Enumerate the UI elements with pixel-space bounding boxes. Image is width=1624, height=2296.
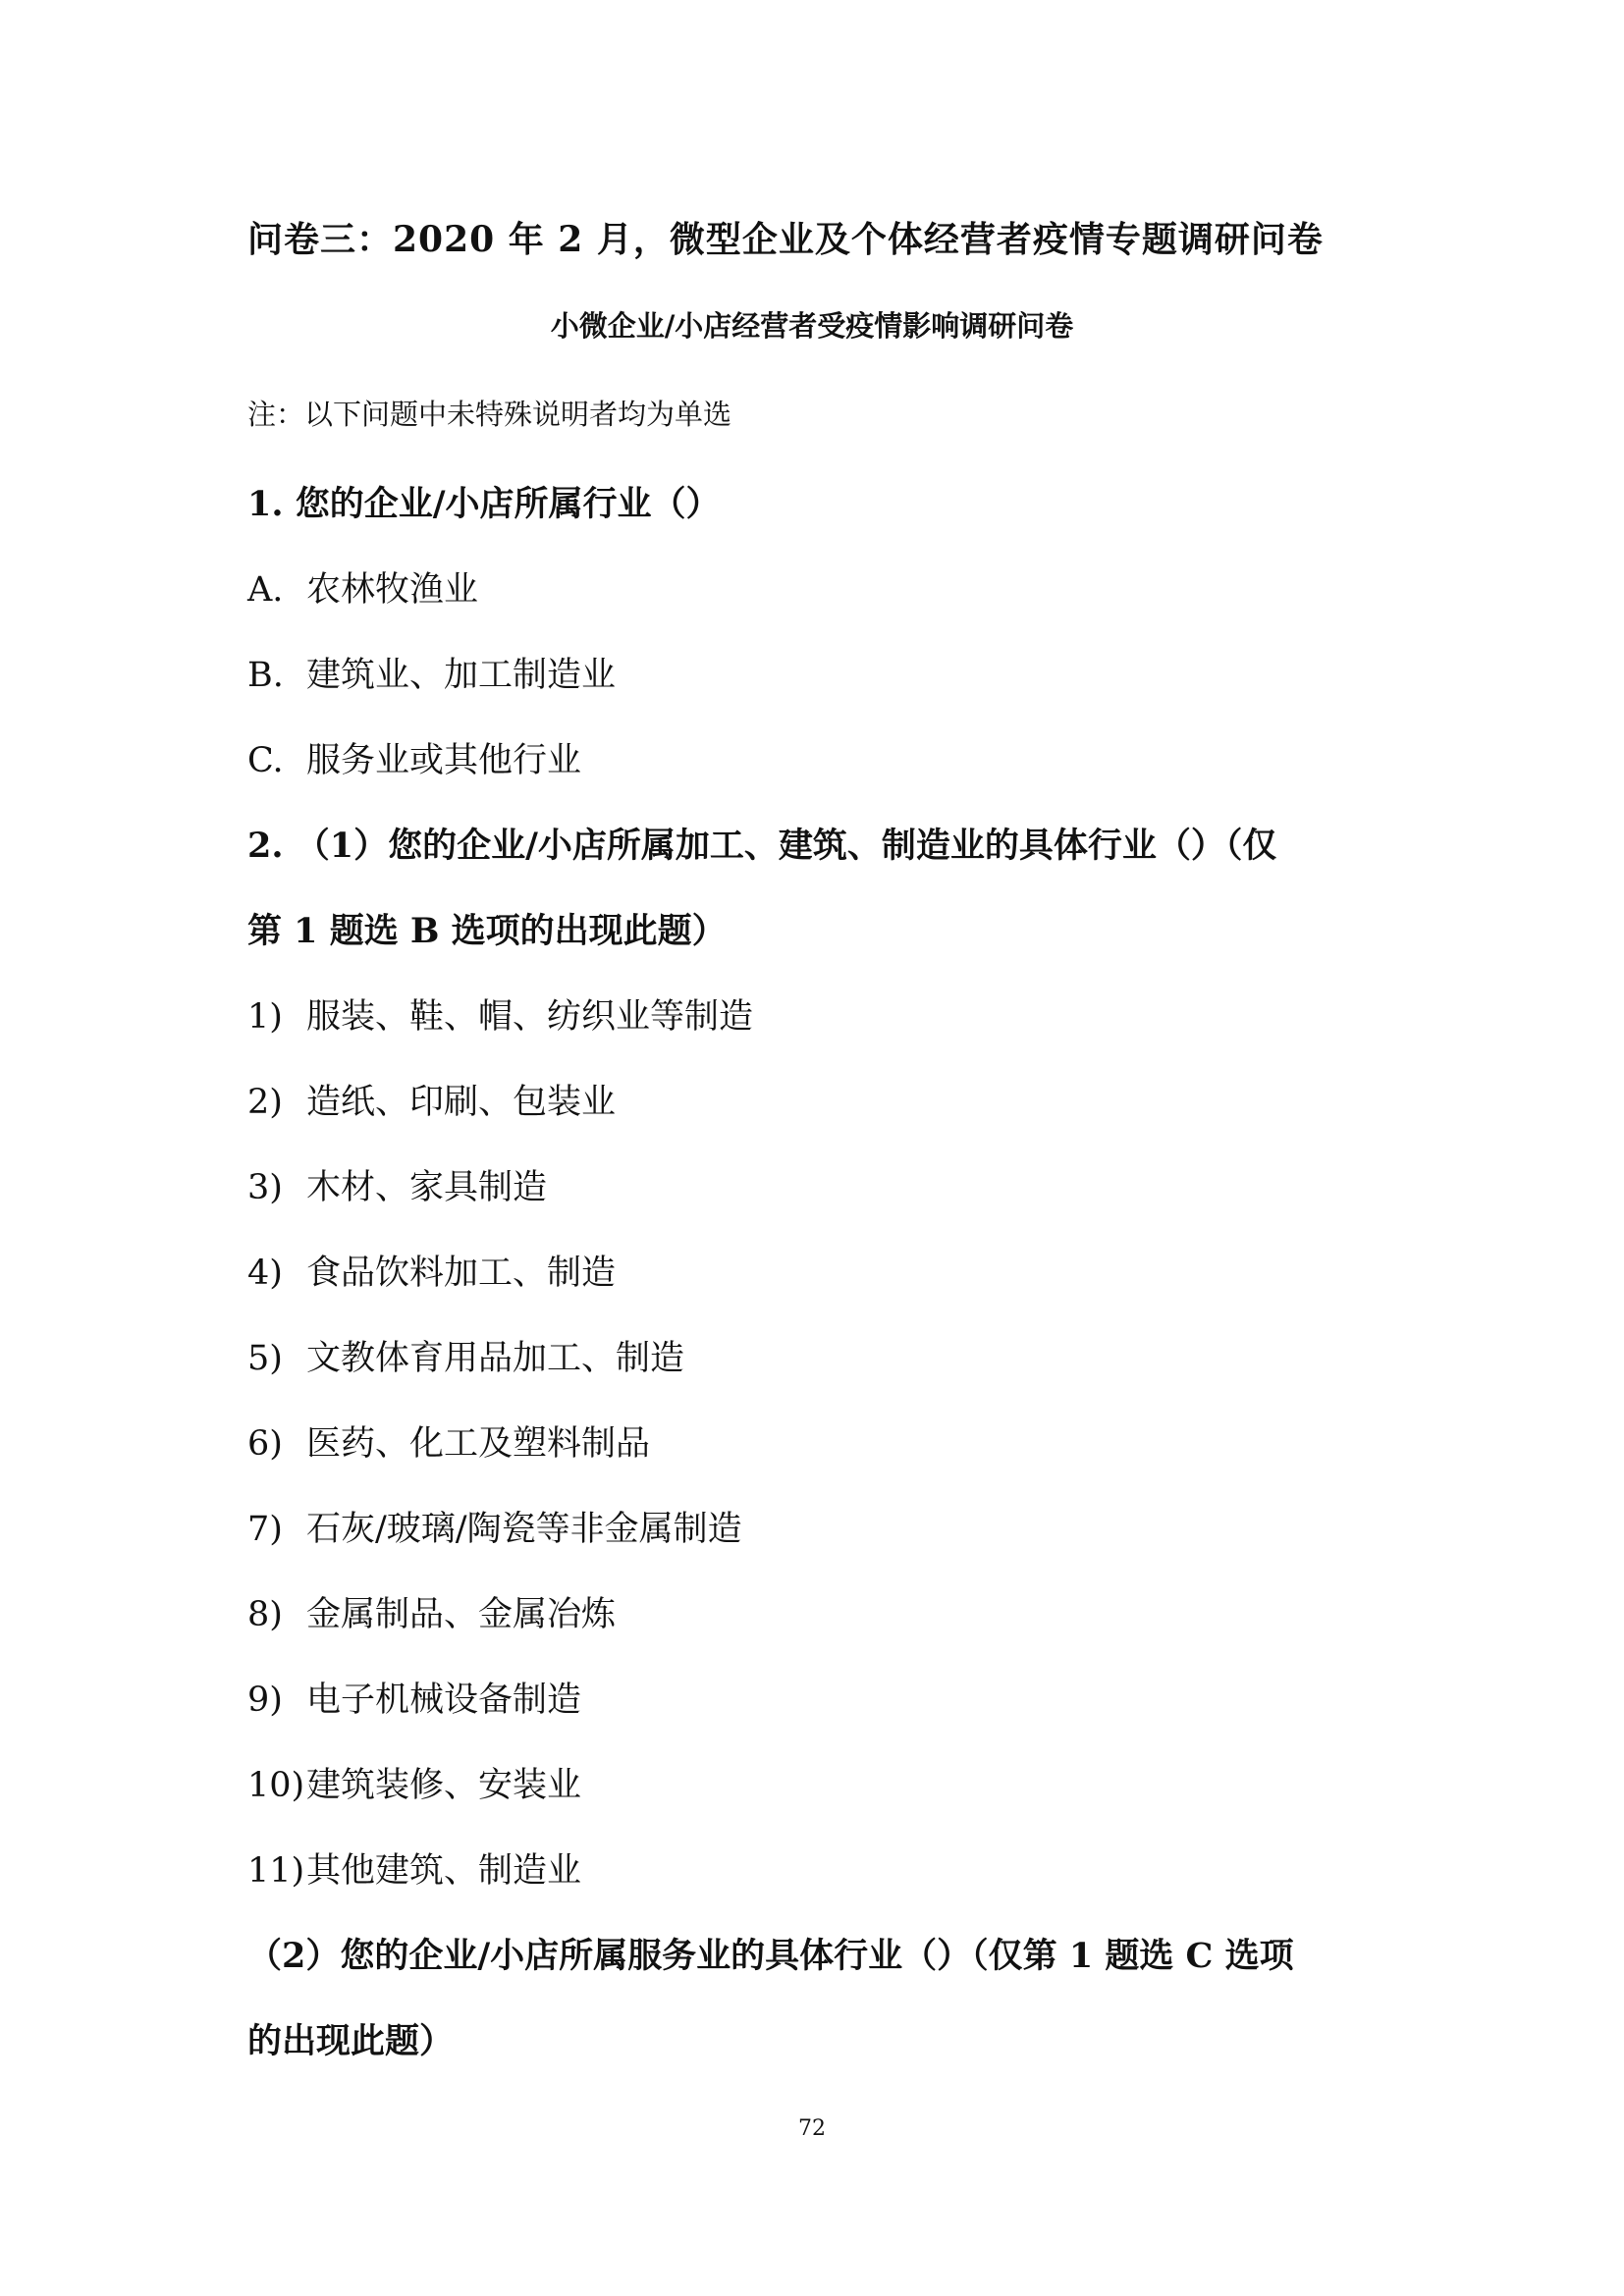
option-text: 食品饮料加工、制造 [306,1254,617,1293]
q2-option-4 [247,1246,616,1295]
option-text: 造纸、印刷、包装业 [306,1083,617,1122]
option-marker: 1) [247,997,283,1037]
question-2-line-2: 第 1 题选 B 选项的出现此题） [247,911,727,951]
q1-option-a [247,562,478,612]
option-marker: 7) [247,1510,283,1549]
option-text: 文教体育用品加工、制造 [306,1339,685,1378]
q1-option-c [247,733,581,782]
question-1: 1. 您的企业/小店所属行业（） [247,484,721,524]
option-marker: B. [247,656,284,695]
q2-option-2 [247,1075,616,1124]
option-text: 医药、化工及塑料制品 [306,1424,651,1464]
option-marker: 6) [247,1424,283,1464]
q2-option-5 [247,1331,684,1380]
option-marker: C. [247,741,284,780]
q1-option-b [247,648,616,697]
q2-option-3 [247,1160,547,1209]
q2-option-9 [247,1673,581,1722]
question-2-line-1: 2. （1）您的企业/小店所属加工、建筑、制造业的具体行业（）（仅 [247,826,1277,866]
option-text: 服务业或其他行业 [306,741,582,780]
option-marker: A. [247,570,284,610]
q2-option-1 [247,989,753,1039]
option-text: 木材、家具制造 [306,1168,548,1207]
option-text: 服装、鞋、帽、纺织业等制造 [306,997,754,1037]
option-text: 石灰/玻璃/陶瓷等非金属制造 [306,1510,742,1549]
question-2-sub-2-line-1: （2）您的企业/小店所属服务业的具体行业（）（仅第 1 题选 C 选项 [247,1936,1294,1976]
q2-option-8 [247,1587,616,1636]
instruction-note: 注：以下问题中未特殊说明者均为单选 [247,398,732,431]
q2-option-6 [247,1416,650,1466]
q2-option-10 [247,1758,581,1807]
option-marker: 9) [247,1681,283,1720]
option-marker: 4) [247,1254,283,1293]
option-text: 建筑业、加工制造业 [306,656,617,695]
option-text: 农林牧渔业 [306,570,479,610]
option-marker: 3) [247,1168,283,1207]
page-title: 问卷三：2020 年 2 月，微型企业及个体经营者疫情专题调研问卷 [247,219,1324,260]
option-text: 金属制品、金属冶炼 [306,1595,617,1634]
option-marker: 5) [247,1339,283,1378]
option-marker: 8) [247,1595,283,1634]
option-text: 其他建筑、制造业 [306,1851,582,1891]
option-text: 建筑装修、安装业 [306,1766,582,1805]
option-marker: 10) [247,1766,305,1805]
question-2-sub-2-line-2: 的出现此题） [247,2021,455,2061]
q2-option-7 [247,1502,742,1551]
page-number: 72 [798,2116,826,2141]
option-marker: 11) [247,1851,305,1891]
option-marker: 2) [247,1083,283,1122]
questionnaire-subtitle: 小微企业/小店经营者受疫情影响调研问卷 [550,309,1074,343]
q2-option-11 [247,1843,581,1893]
option-text: 电子机械设备制造 [306,1681,582,1720]
